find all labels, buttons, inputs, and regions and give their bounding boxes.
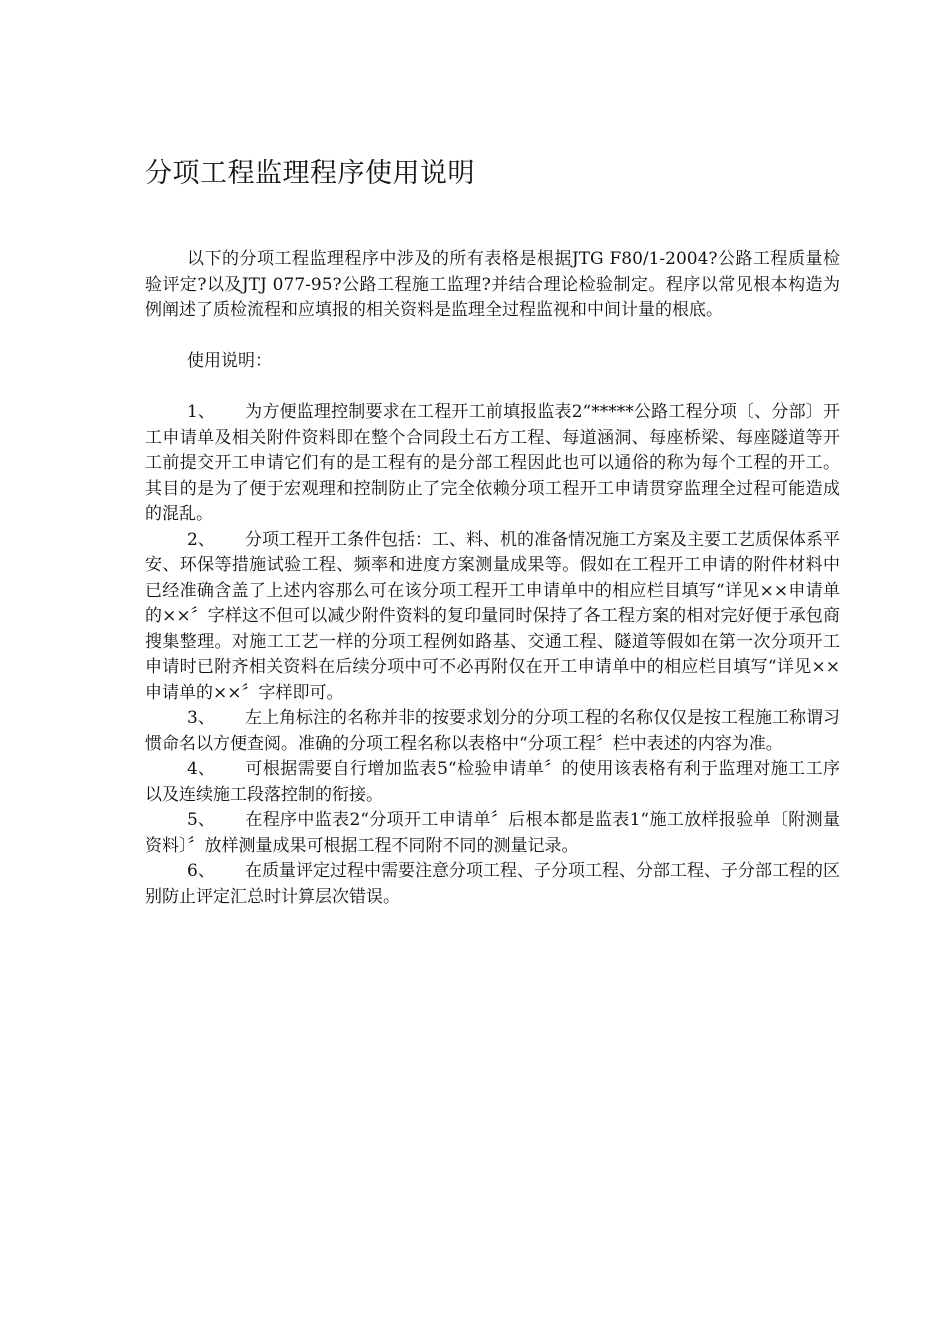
usage-item-1	[145, 400, 840, 528]
item-number: 3、	[187, 708, 215, 728]
intro-paragraph: 以下的分项工程监理程序中涉及的所有表格是根据JTG F80/1-2004?公路工程质量检验评定?以及JTJ 077-95?公路工程施工监理?并结合理论检验制定。程序以常见根本构造为例阐述了质检流程和应填报的相关资料是监理全过程监视和中间计量的根底。	[145, 249, 840, 320]
paragraph-gap	[145, 324, 840, 350]
usage-item-5	[145, 808, 840, 859]
item-text: 分项工程开工条件包括：工、料、机的准备情况施工方案及主要工艺质保体系平安、环保等措施试验工程、频率和进度方案测量成果等。假如在工程开工申请的附件材料中已经准确含盖了上述内容那么可在该分项工程开工申请单中的相应栏目填写“详见××申请单的××〞字样这不但可以减少附件资料的复印量同时保持了各工程方案的相对完好便于承包商搜集整理。对施工工艺一样的分项工程例如路基、交通工程、隧道等假如在第一次分项开工申请时已附齐相关资料在后续分项中可不必再附仅在开工申请单中的相应栏目填写“详见××申请单的××〞字样即可。	[145, 529, 840, 703]
usage-label: 使用说明：	[187, 351, 272, 371]
usage-item-2	[145, 528, 840, 707]
usage-item-4	[145, 757, 840, 808]
document-title: 分项工程监理程序使用说明	[145, 158, 475, 189]
item-text: 可根据需要自行增加监表5“检验申请单〞的使用该表格有利于监理对施工工序以及连续施工段落控制的衔接。	[145, 759, 840, 805]
item-number: 1、	[187, 402, 215, 422]
document-body	[145, 247, 840, 910]
item-number: 5、	[187, 810, 215, 830]
item-text: 在质量评定过程中需要注意分项工程、子分项工程、分部工程、子分部工程的区别防止评定汇总时计算层次错误。	[145, 861, 840, 907]
item-number: 4、	[187, 759, 215, 779]
item-number: 6、	[187, 861, 215, 881]
item-number: 2、	[187, 529, 215, 550]
item-text: 为方便监理控制要求在工程开工前填报监表2“*****公路工程分项〔、分部〕开工申请单及相关附件资料即在整个合同段土石方工程、每道涵洞、每座桥梁、每座隧道等开工前提交开工申请它们有的是工程有的是分部工程因此也可以通俗的称为每个工程的开工。其目的是为了便于宏观理和控制防止了完全依赖分项工程开工申请贯穿监理全过程可能造成的混乱。	[145, 402, 840, 524]
usage-item-6	[145, 859, 840, 910]
usage-item-3	[145, 706, 840, 757]
item-text: 在程序中监表2“分项开工申请单〞后根本都是监表1“施工放样报验单〔附测量资料〕〞放样测量成果可根据工程不同附不同的测量记录。	[145, 810, 840, 856]
item-text: 左上角标注的名称并非的按要求划分的分项工程的名称仅仅是按工程施工称谓习惯命名以方便查阅。准确的分项工程名称以表格中“分项工程〞栏中表述的内容为准。	[145, 708, 840, 754]
paragraph-gap	[145, 375, 840, 401]
